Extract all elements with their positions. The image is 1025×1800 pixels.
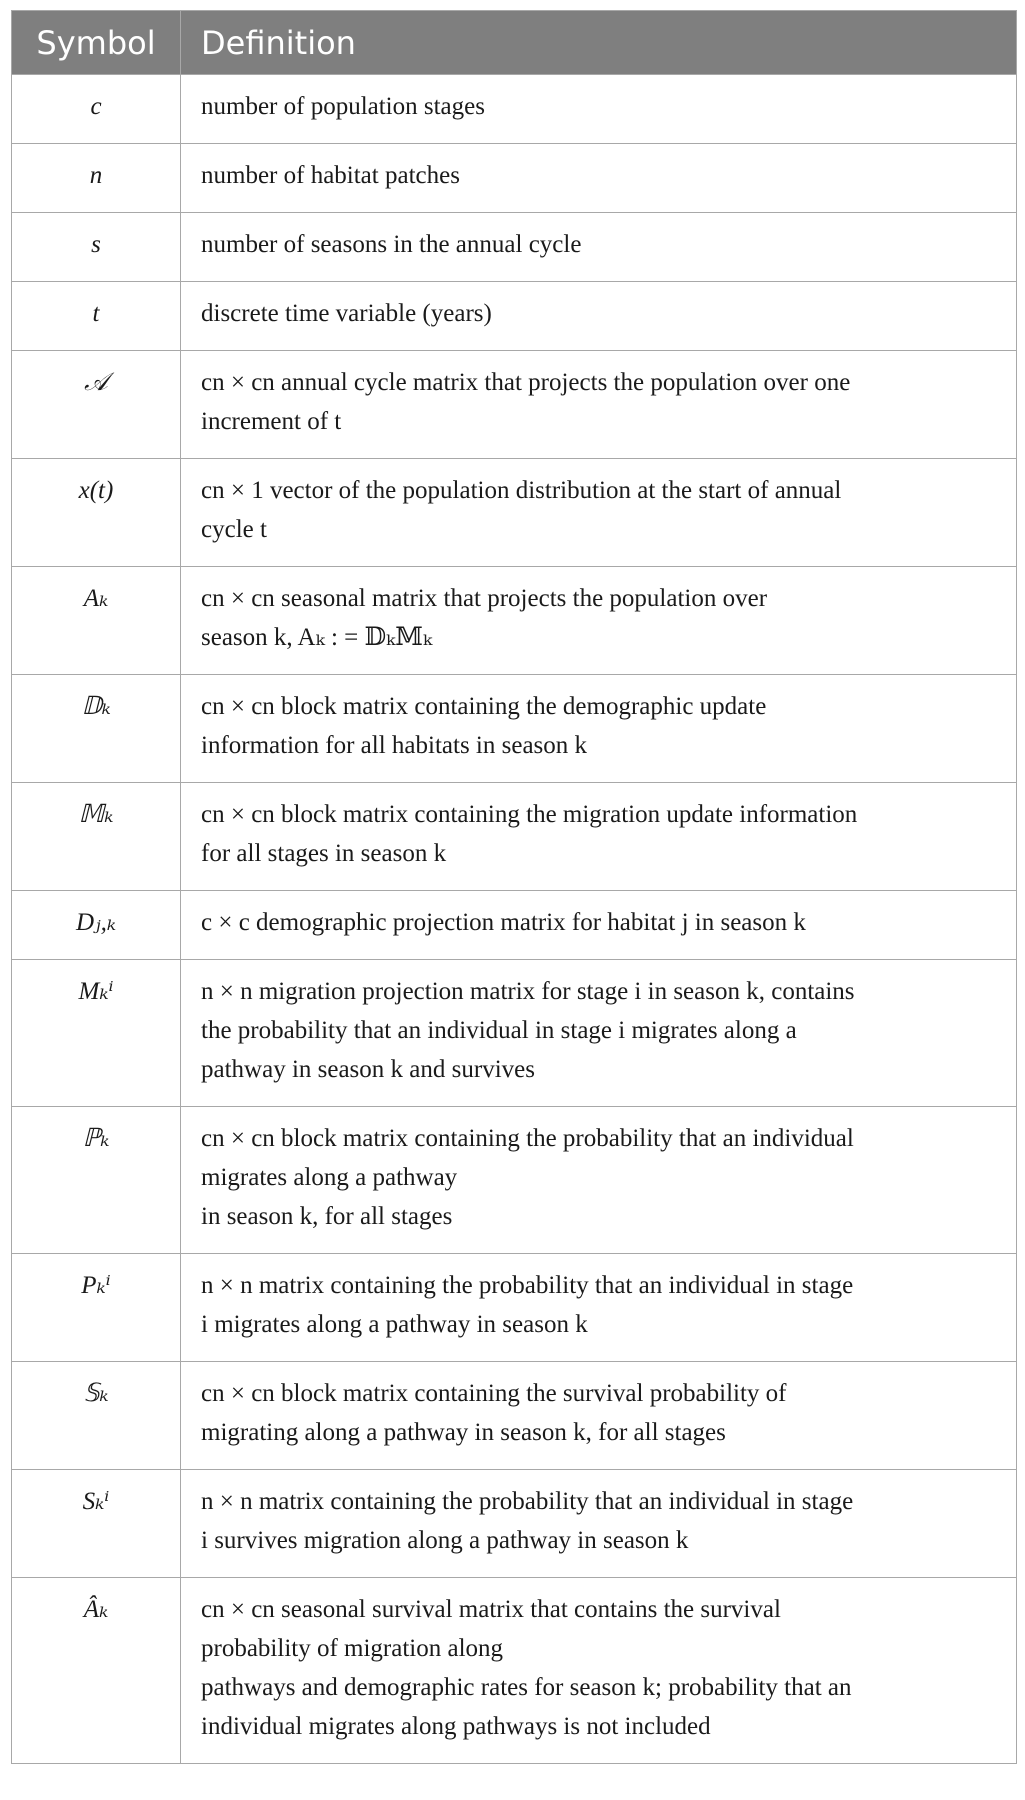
definition-cell: cn × cn seasonal matrix that projects the population over season k, Aₖ : = 𝔻ₖ𝕄ₖ — [181, 567, 1017, 675]
definition-cell: c × c demographic projection matrix for habitat j in season k — [181, 891, 1017, 960]
table-row — [12, 891, 1017, 960]
definition-cell: cn × cn block matrix containing the probability that an individual migrates along a pathway in season k, for all stages — [181, 1107, 1017, 1254]
symbol-cell: Dⱼ,ₖ — [12, 891, 181, 960]
definition-cell: n × n matrix containing the probability that an individual in stage i survives migration along a pathway in season k — [181, 1470, 1017, 1578]
table-row — [12, 1107, 1017, 1254]
symbol-cell: ℙₖ — [12, 1107, 181, 1254]
definition-cell: number of seasons in the annual cycle — [181, 213, 1017, 282]
symbol-cell: c — [12, 75, 181, 144]
symbol-definition-table-container — [11, 10, 1016, 1764]
table-row — [12, 1470, 1017, 1578]
symbol-cell: 𝕊ₖ — [12, 1362, 181, 1470]
table-row — [12, 1578, 1017, 1764]
symbol-cell: Sₖⁱ — [12, 1470, 181, 1578]
table-row — [12, 75, 1017, 144]
symbol-cell: 𝔻ₖ — [12, 675, 181, 783]
table-header — [12, 11, 1017, 75]
definition-cell: n × n migration projection matrix for stage i in season k, contains the probability that an individual in stage i migrates along a pathway in season k and survives — [181, 960, 1017, 1107]
table-row — [12, 351, 1017, 459]
symbol-cell: Aₖ — [12, 567, 181, 675]
definition-cell: number of population stages — [181, 75, 1017, 144]
definition-cell: cn × cn block matrix containing the survival probability of migrating along a pathway in season k, for all stages — [181, 1362, 1017, 1470]
symbol-cell: x(t) — [12, 459, 181, 567]
definition-cell: cn × cn block matrix containing the demographic update information for all habitats in season k — [181, 675, 1017, 783]
symbol-cell: Âₖ — [12, 1578, 181, 1764]
definition-cell: number of habitat patches — [181, 144, 1017, 213]
table-row — [12, 960, 1017, 1107]
symbol-cell: Mₖⁱ — [12, 960, 181, 1107]
table-row — [12, 459, 1017, 567]
table-row — [12, 213, 1017, 282]
definition-cell: n × n matrix containing the probability that an individual in stage i migrates along a pathway in season k — [181, 1254, 1017, 1362]
definition-cell: cn × cn block matrix containing the migration update information for all stages in season k — [181, 783, 1017, 891]
definition-cell: discrete time variable (years) — [181, 282, 1017, 351]
symbol-cell: Pₖⁱ — [12, 1254, 181, 1362]
symbol-cell: 𝕄ₖ — [12, 783, 181, 891]
symbol-cell: 𝒜 — [12, 351, 181, 459]
table-row — [12, 282, 1017, 351]
definition-cell: cn × cn annual cycle matrix that projects the population over one increment of t — [181, 351, 1017, 459]
header-row — [12, 11, 1017, 75]
symbol-column-header: Symbol — [12, 11, 181, 75]
symbol-cell: t — [12, 282, 181, 351]
table-row — [12, 783, 1017, 891]
table-row — [12, 1254, 1017, 1362]
definition-cell: cn × 1 vector of the population distribution at the start of annual cycle t — [181, 459, 1017, 567]
table-row — [12, 1362, 1017, 1470]
table-row — [12, 675, 1017, 783]
definition-cell: cn × cn seasonal survival matrix that contains the survival probability of migration along pathways and demographic rates for season k; probability that an individual migrates along pathways is not included — [181, 1578, 1017, 1764]
table-body — [12, 75, 1017, 1764]
definition-column-header: Definition — [181, 11, 1017, 75]
table-row — [12, 567, 1017, 675]
symbol-cell: n — [12, 144, 181, 213]
symbol-cell: s — [12, 213, 181, 282]
table-row — [12, 144, 1017, 213]
symbol-definition-table — [11, 10, 1017, 1764]
